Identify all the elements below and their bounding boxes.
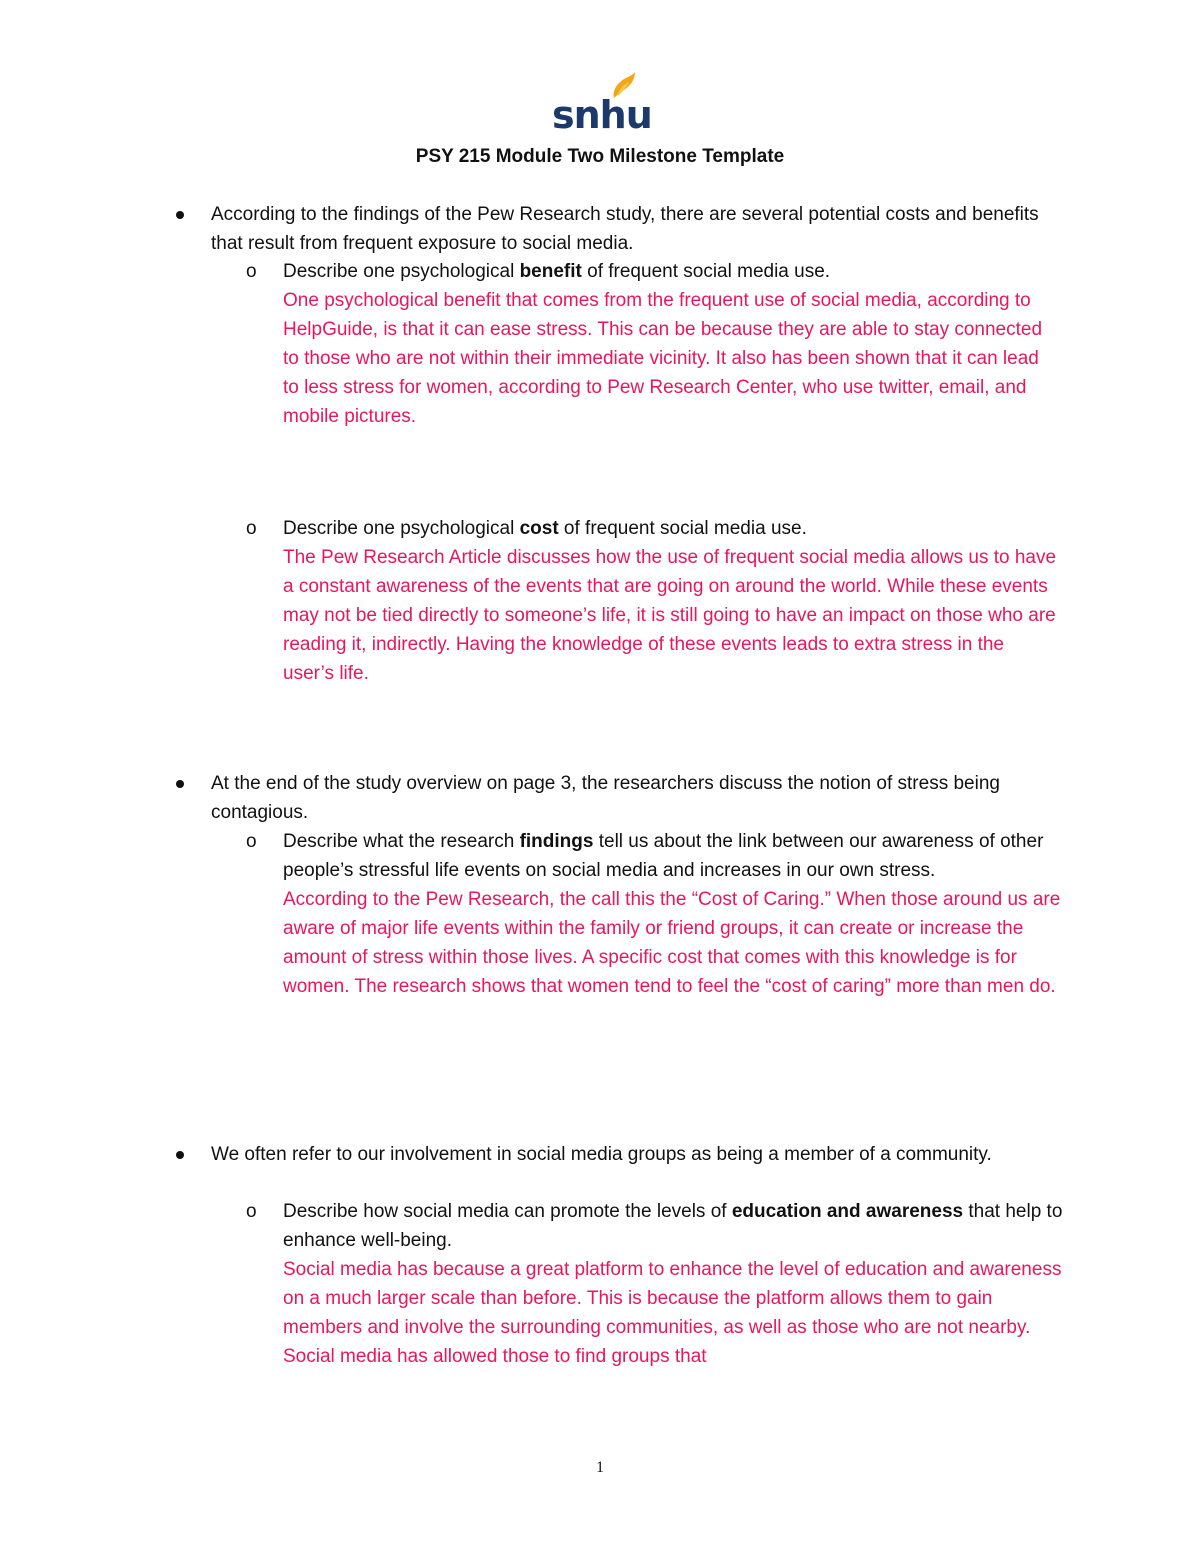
snhu-logo — [552, 72, 652, 137]
section-3-sub-1 — [283, 1197, 1063, 1371]
section-1-sub-2-prompt: Describe one psychological cost of frequent social media use. — [283, 518, 807, 539]
section-2-sub-1-answer: According to the Pew Research, the call this the “Cost of Caring.” When those around us are aware of major life events within the family or friend groups, it can create or increase the amount of stress within those lives. A specific cost that comes with this knowledge is for women. The research shows that women tend to feel the “cost of caring” more than men do. — [283, 889, 1061, 997]
circle-bullet: o — [246, 518, 257, 539]
section-3-sub-1-prompt: Describe how social media can promote the levels of education and awareness that help to enhance well-being. — [283, 1201, 1063, 1251]
section-3-bullet-text: We often refer to our involvement in social media groups as being a member of a community. — [211, 1144, 992, 1165]
circle-bullet: o — [246, 831, 257, 852]
section-2-sub-1 — [283, 827, 1063, 1001]
section-1-bullet-text: According to the findings of the Pew Research study, there are several potential costs and benefits that result from frequent exposure to social media. — [211, 204, 1039, 254]
section-2-sub-1-prompt: Describe what the research findings tell us about the link between our awareness of other people’s stressful life events on social media and increases in our own stress. — [283, 831, 1044, 881]
bullet-dot — [176, 1151, 184, 1159]
section-1-sub-1-prompt: Describe one psychological benefit of frequent social media use. — [283, 261, 831, 282]
section-3-sub-1-answer: Social media has because a great platform to enhance the level of education and awareness on a much larger scale than before. This is because the platform allows them to gain members and involve the surrounding communities, as well as those who are not nearby. Social media has allowed those to find groups that — [283, 1259, 1062, 1367]
circle-bullet: o — [246, 261, 257, 282]
page-title: PSY 215 Module Two Milestone Template — [415, 146, 785, 167]
bullet-dot — [176, 211, 184, 219]
logo-wordmark: snhu — [552, 93, 652, 137]
section-1-sub-2-answer: The Pew Research Article discusses how the use of frequent social media allows us to have a constant awareness of the events that are going on around the world. While these events may not be tied directly to someone’s life, it is still going to have an impact on those who are reading it, indirectly. Having the knowledge of these events leads to extra stress in the user’s life. — [283, 547, 1057, 684]
page-number: 1 — [596, 1459, 604, 1476]
section-1-sub-2 — [283, 514, 1058, 688]
circle-bullet: o — [246, 1201, 257, 1222]
bullet-dot — [176, 780, 184, 788]
section-1-sub-1 — [283, 257, 1058, 431]
section-1-sub-1-answer: One psychological benefit that comes from the frequent use of social media, according to HelpGuide, is that it can ease stress. This can be because they are able to stay connected to those who are not within their immediate vicinity. It also has been shown that it can lead to less stress for women, according to Pew Research Center, who use twitter, email, and mobile pictures. — [283, 290, 1043, 427]
section-2-bullet-text: At the end of the study overview on page 3, the researchers discuss the notion of stress being contagious. — [211, 773, 1000, 823]
